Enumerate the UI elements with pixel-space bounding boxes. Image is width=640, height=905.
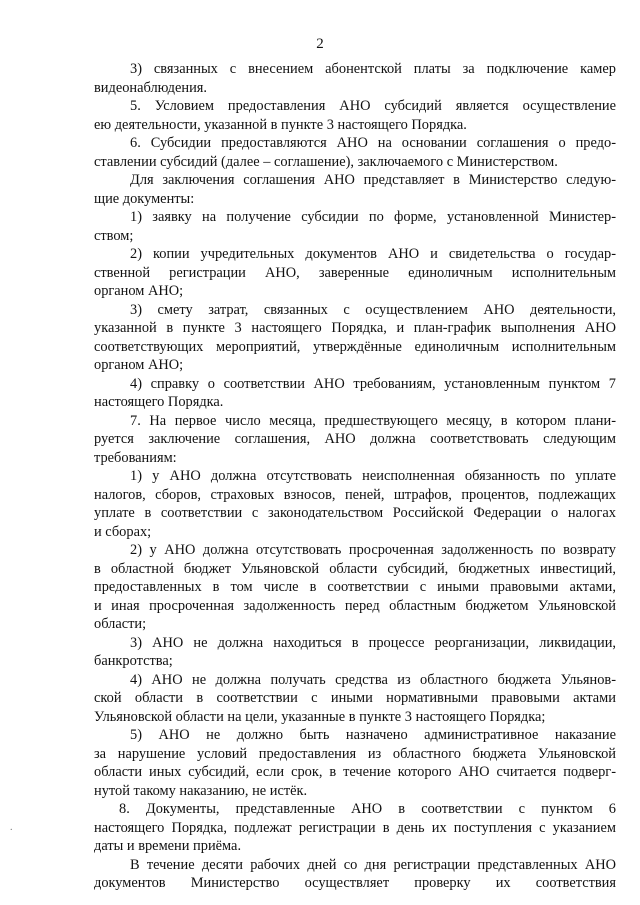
margin-mark: . bbox=[10, 822, 13, 833]
text-line: и иная просроченная задолженность перед областным бюджетом Ульяновской bbox=[94, 597, 616, 614]
text-line: налогов, сборов, страховых взносов, пеней, штрафов, процентов, подлежащих bbox=[94, 486, 616, 503]
text-line: в областной бюджет Ульяновской области субсидий, бюджетных инвестиций, bbox=[94, 560, 616, 577]
text-line: 5. Условием предоставления АНО субсидий является осуществление bbox=[130, 98, 616, 114]
text-line: 2) копии учредительных документов АНО и свидетельства о государ- bbox=[130, 246, 616, 262]
text-line: банкротства; bbox=[94, 653, 173, 669]
text-line: руется заключение соглашения, АНО должна соответствовать следующим bbox=[94, 431, 616, 447]
text-line: 5) АНО не должно быть назначено административное наказание bbox=[130, 727, 616, 743]
text-line: нутой такому наказанию, не истёк. bbox=[94, 782, 308, 799]
text-line: В течение десяти рабочих дней со дня регистрации представленных АНО bbox=[130, 856, 616, 873]
text-line: и сборах; bbox=[94, 523, 152, 540]
text-line: 7. На первое число месяца, предшествующего месяцу, в котором плани- bbox=[130, 412, 616, 429]
text-line: требованиям: bbox=[94, 449, 177, 466]
text-line: органом АНО; bbox=[94, 357, 184, 373]
text-line: области; bbox=[94, 616, 147, 632]
text-line: указанной в пункте 3 настоящего Порядка, и план-график выполнения АНО bbox=[94, 320, 616, 336]
text-line: видеонаблюдения. bbox=[94, 79, 207, 96]
text-line: ставлении субсидий (далее – соглашение), заключаемого с Министерством. bbox=[94, 153, 558, 170]
text-line: соответствующих мероприятий, утверждённые единоличным исполнительным bbox=[94, 338, 616, 355]
text-line: ею деятельности, указанной в пункте 3 настоящего Порядка. bbox=[94, 116, 467, 133]
text-line: 3) связанных с внесением абонентской платы за подключение камер bbox=[130, 61, 616, 77]
text-line: 1) заявку на получение субсидии по форме, установленной Министер- bbox=[130, 209, 616, 225]
text-line: 2) у АНО должна отсутствовать просроченная задолженность по возврату bbox=[130, 542, 616, 558]
text-line: 4) АНО не должна получать средства из областного бюджета Ульянов- bbox=[130, 671, 616, 688]
page-number: 2 bbox=[316, 36, 324, 52]
text-line: 4) справку о соответствии АНО требованиям, установленным пунктом 7 bbox=[130, 375, 616, 392]
text-line: Для заключения соглашения АНО представляет в Министерство следую- bbox=[130, 172, 616, 188]
text-line: уплате в соответствии с законодательством Российской Федерации о налогах bbox=[94, 505, 616, 521]
text-line: ством; bbox=[94, 227, 134, 244]
text-line: 8. Документы, представленные АНО в соответствии с пунктом 6 bbox=[119, 801, 616, 817]
text-line: области иных субсидий, если срок, в течение которого АНО считается подверг- bbox=[94, 764, 616, 780]
text-line: ской области в соответствии с иными нормативными правовыми актами bbox=[94, 690, 616, 706]
text-line: ственной регистрации АНО, заверенные единоличным исполнительным bbox=[94, 264, 616, 281]
text-line: за нарушение условий предоставления из областного бюджета Ульяновской bbox=[94, 745, 616, 762]
text-line: даты и времени приёма. bbox=[94, 838, 242, 854]
text-line: органом АНО; bbox=[94, 283, 184, 299]
text-line: настоящего Порядка, подлежат регистрации в день их поступления с указанием bbox=[94, 819, 616, 836]
text-line: документов Министерство осуществляет проверку их соответствия bbox=[94, 875, 616, 891]
text-line: 6. Субсидии предоставляются АНО на основании соглашения о предо- bbox=[130, 135, 616, 151]
text-line: предоставленных в том числе в соответствии с иными правовыми актами, bbox=[94, 579, 616, 595]
text-line: 3) АНО не должна находиться в процессе реорганизации, ликвидации, bbox=[130, 634, 616, 651]
text-line: настоящего Порядка. bbox=[94, 394, 224, 410]
text-line: щие документы: bbox=[94, 190, 195, 207]
document-body bbox=[94, 60, 616, 893]
text-line: 1) у АНО должна отсутствовать неисполненная обязанность по уплате bbox=[130, 468, 616, 484]
text-line: 3) смету затрат, связанных с осуществлением АНО деятельности, bbox=[130, 301, 616, 318]
text-line: Ульяновской области на цели, указанные в пункте 3 настоящего Порядка; bbox=[94, 708, 546, 725]
